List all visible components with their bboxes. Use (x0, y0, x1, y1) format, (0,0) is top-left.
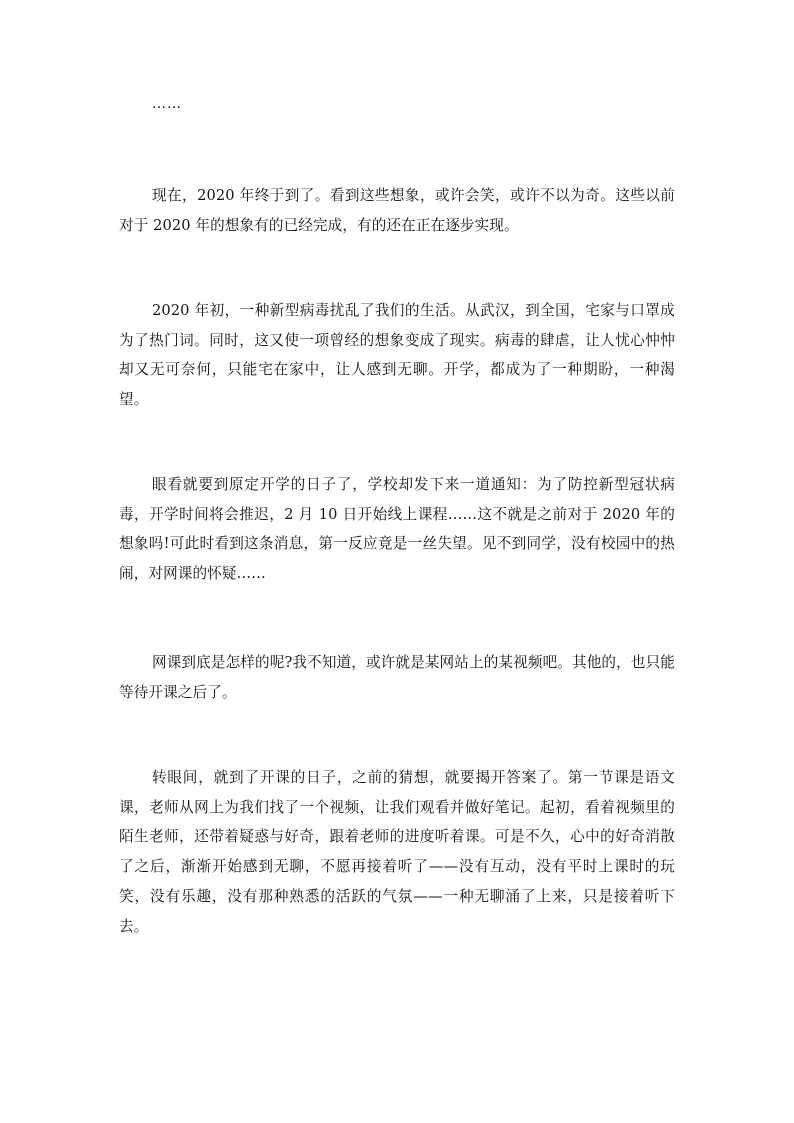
ellipsis-text: …… (152, 96, 182, 112)
paragraph-2: 2020 年初，一种新型病毒扰乱了我们的生活。从武汉，到全国，宅家与口罩成为了热门词。同时，这又使一项曾经的想象变成了现实。病毒的肆虐，让人忧心忡忡却又无可奈何，只能宅在家中，让人感到无聊。开学，都成为了一种期盼，一种渴望。 (119, 302, 675, 409)
paragraph-3: 眼看就要到原定开学的日子了，学校却发下来一道通知：为了防控新型冠状病毒，开学时间将会推迟，2 月 10 日开始线上课程……这不就是之前对于 2020 年的想象吗!可此时看到这条消息，第一反应竟是一丝失望。见不到同学，没有校园中的热闹，对网课的怀疑…… (119, 476, 675, 583)
paragraph-1: 现在，2020 年终于到了。看到这些想象，或许会笑，或许不以为奇。这些以前对于 2020 年的想象有的已经完成，有的还在正在逐步实现。 (119, 187, 675, 234)
paragraph-5: 转眼间，就到了开课的日子，之前的猜想，就要揭开答案了。第一节课是语文课，老师从网上为我们找了一个视频，让我们观看并做好笔记。起初，看着视频里的陌生老师，还带着疑惑与好奇，跟着老师的进度听着课。可是不久，心中的好奇消散了之后，渐渐开始感到无聊，不愿再接着听了——没有互动，没有平时上课时的玩笑，没有乐趣，没有那种熟悉的活跃的气氛——一种无聊涌了上来，只是接着听下去。 (119, 769, 675, 935)
paragraph-4: 网课到底是怎样的呢?我不知道，或许就是某网站上的某视频吧。其他的，也只能等待开课之后了。 (119, 654, 675, 701)
